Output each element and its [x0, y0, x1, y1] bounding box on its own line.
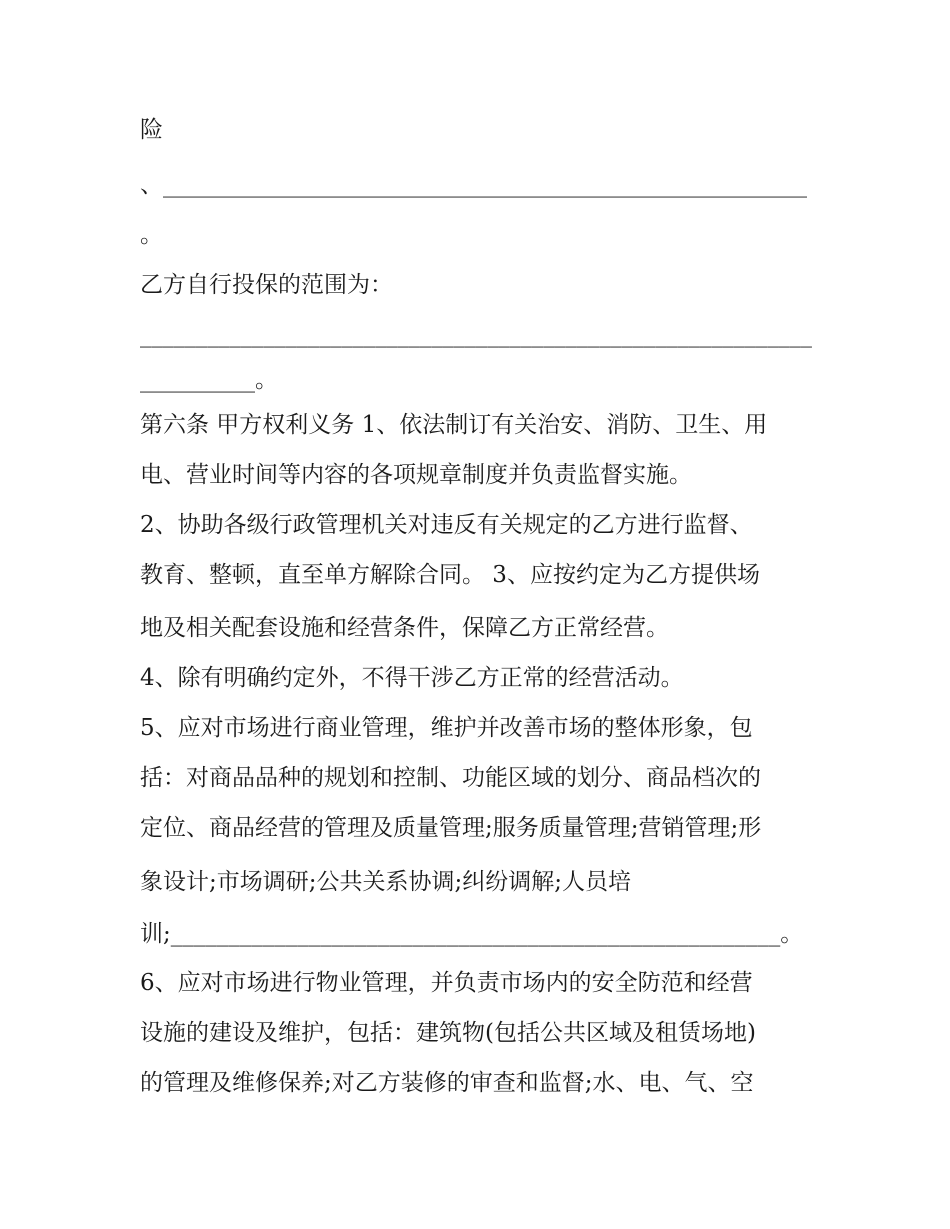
text-line-13: 5、应对市场进行商业管理，维护并改善市场的整体形象，包: [140, 715, 753, 741]
text-line-15: 定位、商品经营的管理及质量管理;服务质量管理;营销管理;形: [140, 815, 762, 841]
text-line-11: 地及相关配套设施和经营条件，保障乙方正常经营。: [140, 615, 669, 641]
text-line-4: 乙方自行投保的范围为：: [140, 272, 393, 298]
text-line-9: 2、协助各级行政管理机关对违反有关规定的乙方进行监督、: [140, 512, 753, 538]
text-line-8: 电、营业时间等内容的各项规章制度并负责监督实施。: [140, 462, 692, 488]
text-line-2: 、________________________________________________________: [140, 172, 807, 198]
text-line-12: 4、除有明确约定外，不得干涉乙方正常的经营活动。: [140, 665, 684, 691]
text-line-14: 括：对商品品种的规划和控制、功能区域的划分、商品档次的: [140, 765, 761, 791]
text-line-16: 象设计;市场调研;公共关系协调;纠纷调解;人员培: [140, 869, 631, 895]
text-line-6: __________。: [140, 367, 278, 393]
text-line-20: 的管理及维修保养;对乙方装修的审查和监督;水、电、气、空: [140, 1070, 754, 1096]
text-line-18: 6、应对市场进行物业管理，并负责市场内的安全防范和经营: [140, 970, 753, 996]
text-line-19: 设施的建设及维护，包括：建筑物(包括公共区域及租赁场地): [140, 1020, 756, 1046]
text-line-7: 第六条 甲方权利义务 1、依法制订有关治安、消防、卫生、用: [140, 412, 768, 438]
text-line-3: 。: [140, 222, 163, 248]
text-line-5: ____________________________________________________________: [140, 322, 812, 348]
text-line-1: 险: [140, 117, 163, 143]
text-line-10: 教育、整顿，直至单方解除合同。 3、应按约定为乙方提供场: [140, 562, 760, 588]
text-line-17: 训;_____________________________________________________。: [140, 921, 804, 947]
